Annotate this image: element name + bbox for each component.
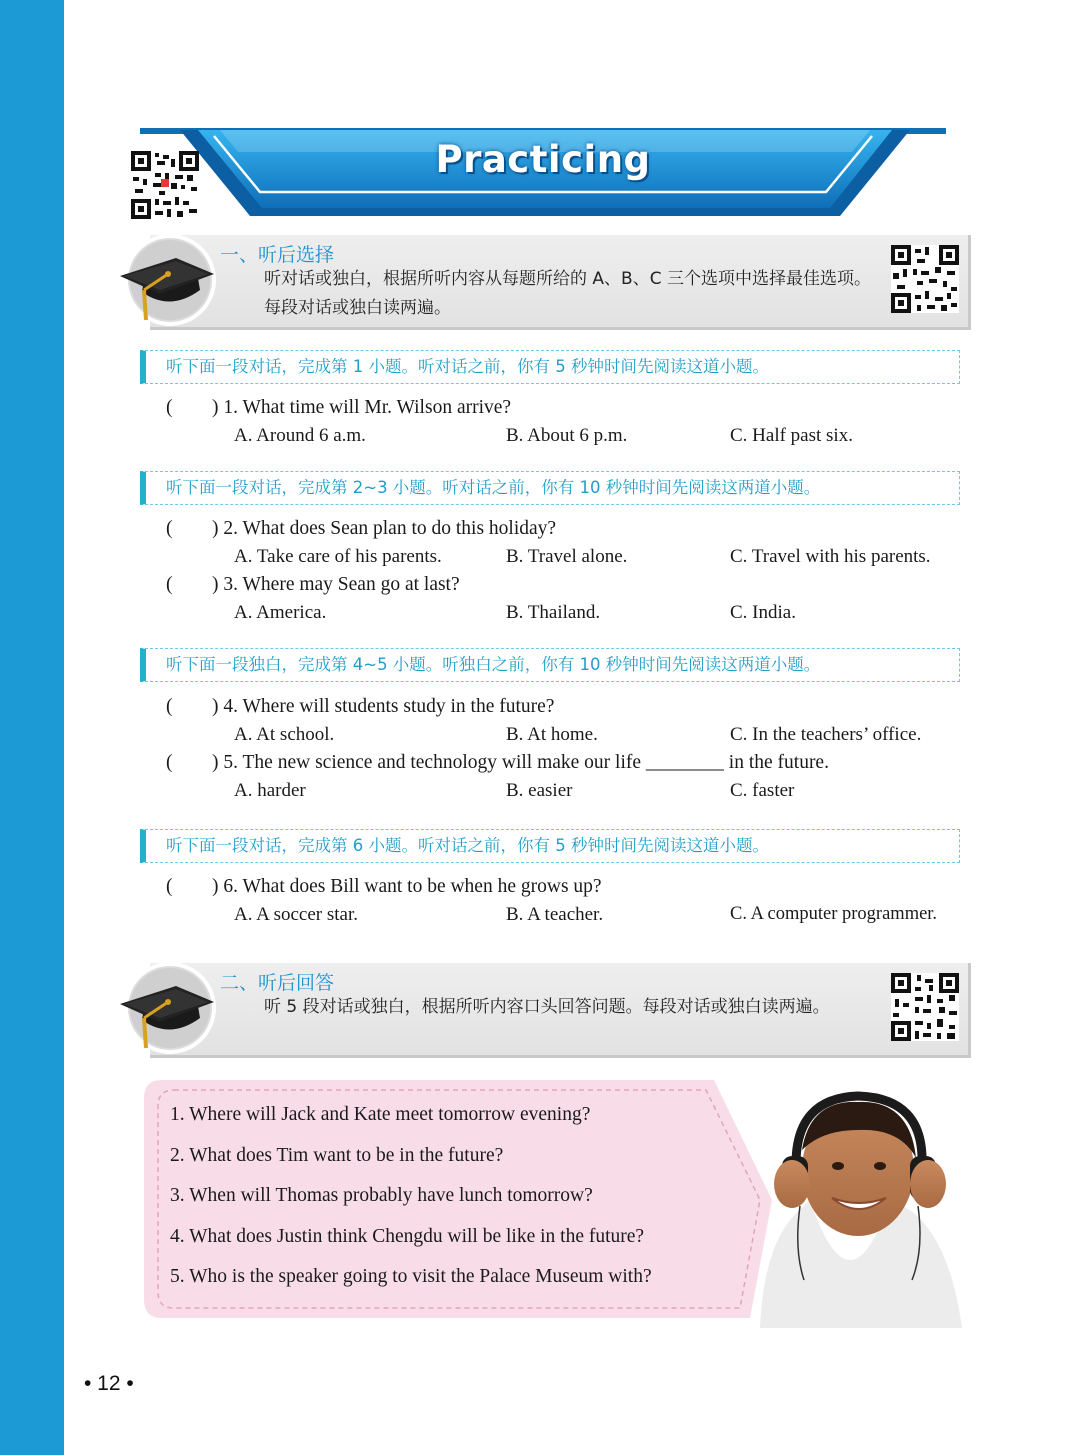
option-c: C. A computer programmer. xyxy=(730,904,938,924)
oral-question-2: 2. What does Tim want to be in the future? xyxy=(170,1145,504,1166)
answer-blank[interactable]: ( xyxy=(166,397,173,418)
option-b: B. A teacher. xyxy=(506,904,604,925)
option-c: C. India. xyxy=(730,602,796,623)
section2-title: 二、听后回答 xyxy=(220,972,335,994)
answer-blank[interactable]: ( xyxy=(166,876,173,897)
option-c: C. Half past six. xyxy=(730,425,853,446)
oral-question-4: 4. What does Justin think Chengdu will be like in the future? xyxy=(170,1226,645,1247)
question-6 xyxy=(166,876,602,898)
option-a: A. At school. xyxy=(234,724,335,745)
question-2 xyxy=(166,518,556,540)
option-b: B. About 6 p.m. xyxy=(506,425,628,446)
practicing-banner xyxy=(140,128,946,220)
question-text: ) 3. Where may Sean go at last? xyxy=(212,574,460,595)
question-3 xyxy=(166,574,460,596)
answer-blank[interactable]: ( xyxy=(166,752,173,773)
instruction-box: 听下面一段对话，完成第 6 小题。听对话之前，你有 5 秒钟时间先阅读这道小题。 xyxy=(140,829,960,863)
section1-description: 听对话或独白，根据所听内容从每题所给的 A、B、C 三个选项中选择最佳选项。每段对话或独白读两遍。 xyxy=(264,269,871,318)
question-text: ) 2. What does Sean plan to do this holiday? xyxy=(212,518,557,539)
option-a: A. harder xyxy=(234,780,306,801)
qr-code-icon xyxy=(891,245,959,313)
option-c: C. Travel with his parents. xyxy=(730,546,931,567)
boy-with-headphones-photo xyxy=(740,1080,966,1328)
option-b: B. Travel alone. xyxy=(506,546,628,567)
option-b: B. At home. xyxy=(506,724,598,745)
question-text: ) 1. What time will Mr. Wilson arrive? xyxy=(212,397,512,418)
instruction-box: 听下面一段独白，完成第 4~5 小题。听独白之前，你有 10 秒钟时间先阅读这两道小题。 xyxy=(140,648,960,682)
oral-question-3: 3. When will Thomas probably have lunch tomorrow? xyxy=(170,1185,593,1206)
option-a: A. America. xyxy=(234,602,327,623)
question-text: ) 4. Where will students study in the future? xyxy=(212,696,555,717)
option-c: C. In the teachers’ office. xyxy=(730,724,922,745)
question-4 xyxy=(166,696,554,718)
section1-title: 一、听后选择 xyxy=(220,244,335,266)
option-b: B. Thailand. xyxy=(506,602,601,623)
oral-question-5: 5. Who is the speaker going to visit the Palace Museum with? xyxy=(170,1266,652,1287)
option-c: C. faster xyxy=(730,780,795,801)
page-number: • 12 • xyxy=(84,1372,134,1395)
question-5 xyxy=(166,752,829,774)
graduation-cap-icon xyxy=(114,230,218,335)
answer-blank[interactable]: ( xyxy=(166,696,173,717)
side-bar xyxy=(0,0,64,1455)
option-b: B. easier xyxy=(506,780,573,801)
question-1 xyxy=(166,397,511,419)
question-text: ) 5. The new science and technology will make our life ________ in the future. xyxy=(212,752,829,773)
option-a: A. A soccer star. xyxy=(234,904,359,925)
banner-title: Practicing xyxy=(435,138,651,181)
option-a: A. Around 6 a.m. xyxy=(234,425,366,446)
qr-code-icon xyxy=(891,973,959,1041)
option-a: A. Take care of his parents. xyxy=(234,546,442,567)
graduation-cap-icon xyxy=(114,958,218,1063)
oral-question-1: 1. Where will Jack and Kate meet tomorrow evening? xyxy=(170,1104,591,1125)
answer-blank[interactable]: ( xyxy=(166,518,173,539)
qr-code-icon xyxy=(131,151,199,219)
question-text: ) 6. What does Bill want to be when he grows up? xyxy=(212,876,602,897)
instruction-box: 听下面一段对话，完成第 2~3 小题。听对话之前，你有 10 秒钟时间先阅读这两道小题。 xyxy=(140,471,960,505)
instruction-box: 听下面一段对话，完成第 1 小题。听对话之前，你有 5 秒钟时间先阅读这道小题。 xyxy=(140,350,960,384)
section2-description: 听 5 段对话或独白，根据所听内容口头回答问题。每段对话或独白读两遍。 xyxy=(264,997,830,1017)
answer-blank[interactable]: ( xyxy=(166,574,173,595)
